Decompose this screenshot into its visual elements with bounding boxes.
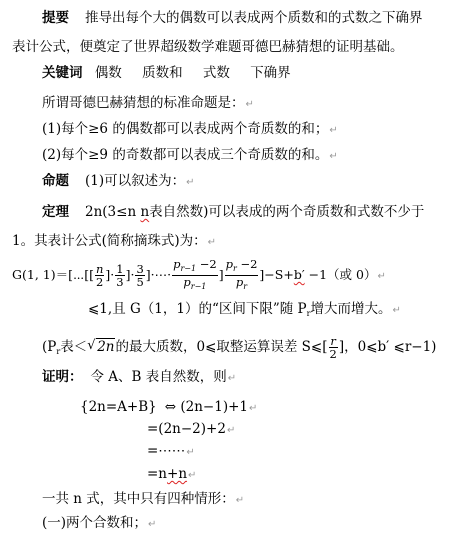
keywords-line (42, 64, 291, 82)
fraction-rest: −2 (236, 257, 258, 271)
equation-3 (147, 442, 195, 462)
fraction-denominator: 2 (329, 347, 337, 361)
keyword-item: 下确界 (250, 65, 291, 81)
summary-text: 一共 n 式，其中只有四种情形： (42, 491, 235, 507)
formula-text: ]· (105, 267, 115, 282)
case-1-line (42, 514, 156, 534)
statement-item-1-text: (1)每个≥6 的偶数都可以表成两个奇质数的和； (42, 121, 329, 137)
proposition-label: 命题 (42, 173, 69, 189)
bound-text-b: 增大而增大。 (310, 301, 392, 317)
sqrt-expression (87, 334, 115, 360)
summary-line (42, 490, 244, 510)
statement-intro (42, 94, 254, 114)
paragraph-mark-icon: ↵ (226, 425, 236, 436)
paragraph-mark-icon: ↵ (329, 125, 338, 136)
fraction-denominator: 3 (116, 275, 124, 289)
equation-text-underlined: +n (167, 466, 188, 482)
keyword-item: 质数和 (142, 65, 183, 81)
fraction-denominator: 5 (136, 275, 144, 289)
abstract-line-1 (42, 9, 423, 27)
formula-fraction (172, 258, 218, 293)
fraction-var: p (173, 257, 181, 271)
fraction-numerator (172, 258, 218, 276)
theorem-line-2 (12, 232, 216, 252)
case-1-text: (一)两个合数和； (42, 515, 148, 531)
theorem-text-1a: 2n(3≤n (85, 204, 141, 220)
proposition-line (42, 172, 195, 192)
fraction-denominator (225, 276, 259, 293)
equation-1 (80, 398, 257, 418)
paragraph-mark-icon: ↵ (207, 237, 217, 248)
abstract-line-2 (12, 38, 404, 56)
fraction-numerator: 1 (116, 262, 124, 276)
statement-item-1 (42, 120, 338, 140)
statement-item-2 (42, 146, 338, 166)
abstract-label: 提要 (42, 10, 69, 26)
paragraph-mark-icon: ↵ (188, 470, 197, 481)
fraction-var: p (183, 275, 191, 289)
equation-right: ⇔ (2n−1)+1 (164, 399, 248, 415)
formula-text: ]· (125, 267, 135, 282)
fraction-numerator: r (330, 334, 336, 348)
equation-2 (147, 420, 235, 440)
paragraph-mark-icon: ↵ (249, 403, 258, 414)
note-sub: r (56, 347, 61, 356)
formula-text: ]−S+ (259, 267, 294, 282)
theorem-line-1 (42, 203, 424, 221)
fraction-denominator: 2 (96, 275, 104, 289)
formula-fraction (95, 263, 104, 288)
theorem-text-1b: n (140, 204, 150, 220)
note-line (42, 334, 436, 365)
fraction-sub: r (243, 282, 248, 291)
fraction-sub: r−1 (190, 282, 207, 291)
note-text-d: ]，0⩽b′ ⩽r−1) (338, 339, 437, 355)
bound-text-a: ⩽1,且 G（1，1）的“区间下限”随 P (88, 301, 307, 317)
proposition-text: (1)可以叙述为： (85, 173, 186, 189)
abstract-text-2: 表计公式，便奠定了世界超级数学难题哥德巴赫猜想的证明基础。 (12, 39, 404, 55)
formula-lhs: G(1, 1)＝[⋯[[ (12, 267, 94, 282)
fraction-numerator (225, 258, 259, 276)
theorem-text-2: 1。其表计公式(简称摘珠式)为： (12, 233, 207, 249)
equation-text: =⋯⋯ (147, 443, 186, 459)
formula-b-prime: b′ (293, 267, 305, 282)
formula-text: ] (218, 267, 224, 282)
note-fraction (329, 335, 338, 360)
equation-4 (147, 465, 196, 485)
fraction-denominator (172, 276, 218, 293)
bound-line (88, 300, 401, 323)
keyword-item: 偶数 (94, 65, 122, 81)
proof-label: 证明： (42, 369, 83, 385)
paragraph-mark-icon: ↵ (148, 519, 157, 530)
note-text-b: 表＜ (60, 339, 88, 355)
equation-left: {2n=A+B} (80, 399, 157, 415)
paragraph-mark-icon: ↵ (235, 495, 245, 506)
statement-intro-text: 所谓哥德巴赫猜想的标准命题是： (42, 95, 245, 111)
paragraph-mark-icon: ↵ (227, 373, 237, 384)
sqrt-argument: 2n (97, 339, 115, 355)
formula-tail: −1（或 0） (304, 267, 377, 282)
fraction-sub: r−1 (180, 264, 197, 273)
note-text-a: (P (42, 339, 57, 355)
abstract-text-1: 推导出每个大的偶数可以表成两个质数和的式数之下确界 (85, 10, 423, 26)
equation-text: =n (147, 466, 168, 482)
paragraph-mark-icon: ↵ (377, 271, 386, 282)
theorem-text-1c: 表自然数)可以表成的两个奇质数和式数不少于 (149, 204, 425, 220)
proof-text: 令 A、B 表自然数，则 (90, 369, 227, 385)
statement-item-2-text: (2)每个≥9 的奇数都可以表成三个奇质数的和。 (42, 147, 329, 163)
fraction-var: p (235, 275, 244, 289)
formula-fraction (115, 263, 124, 288)
main-formula (12, 258, 386, 293)
keyword-item: 式数 (202, 65, 230, 81)
proof-line (42, 368, 236, 388)
fraction-rest: −2 (196, 257, 217, 271)
paragraph-mark-icon: ↵ (392, 305, 401, 316)
fraction-var: p (225, 257, 233, 271)
theorem-label: 定理 (42, 204, 69, 220)
fraction-numerator: n (95, 262, 104, 276)
keywords-label: 关键词 (42, 65, 83, 81)
formula-text: ]·⋯· (145, 267, 172, 282)
formula-fraction (135, 263, 144, 288)
paragraph-mark-icon: ↵ (329, 151, 338, 162)
note-text-c: 的最大质数，0⩽取整运算误差 S⩽[ (115, 339, 328, 355)
paragraph-mark-icon: ↵ (186, 177, 195, 188)
formula-fraction (225, 258, 259, 293)
fraction-numerator: 3 (136, 262, 144, 276)
paragraph-mark-icon: ↵ (245, 99, 254, 110)
equation-text: =(2n−2)+2 (147, 421, 226, 437)
fraction-sub: r (232, 264, 237, 273)
paragraph-mark-icon: ↵ (186, 447, 195, 458)
bound-sub: r (306, 309, 311, 318)
